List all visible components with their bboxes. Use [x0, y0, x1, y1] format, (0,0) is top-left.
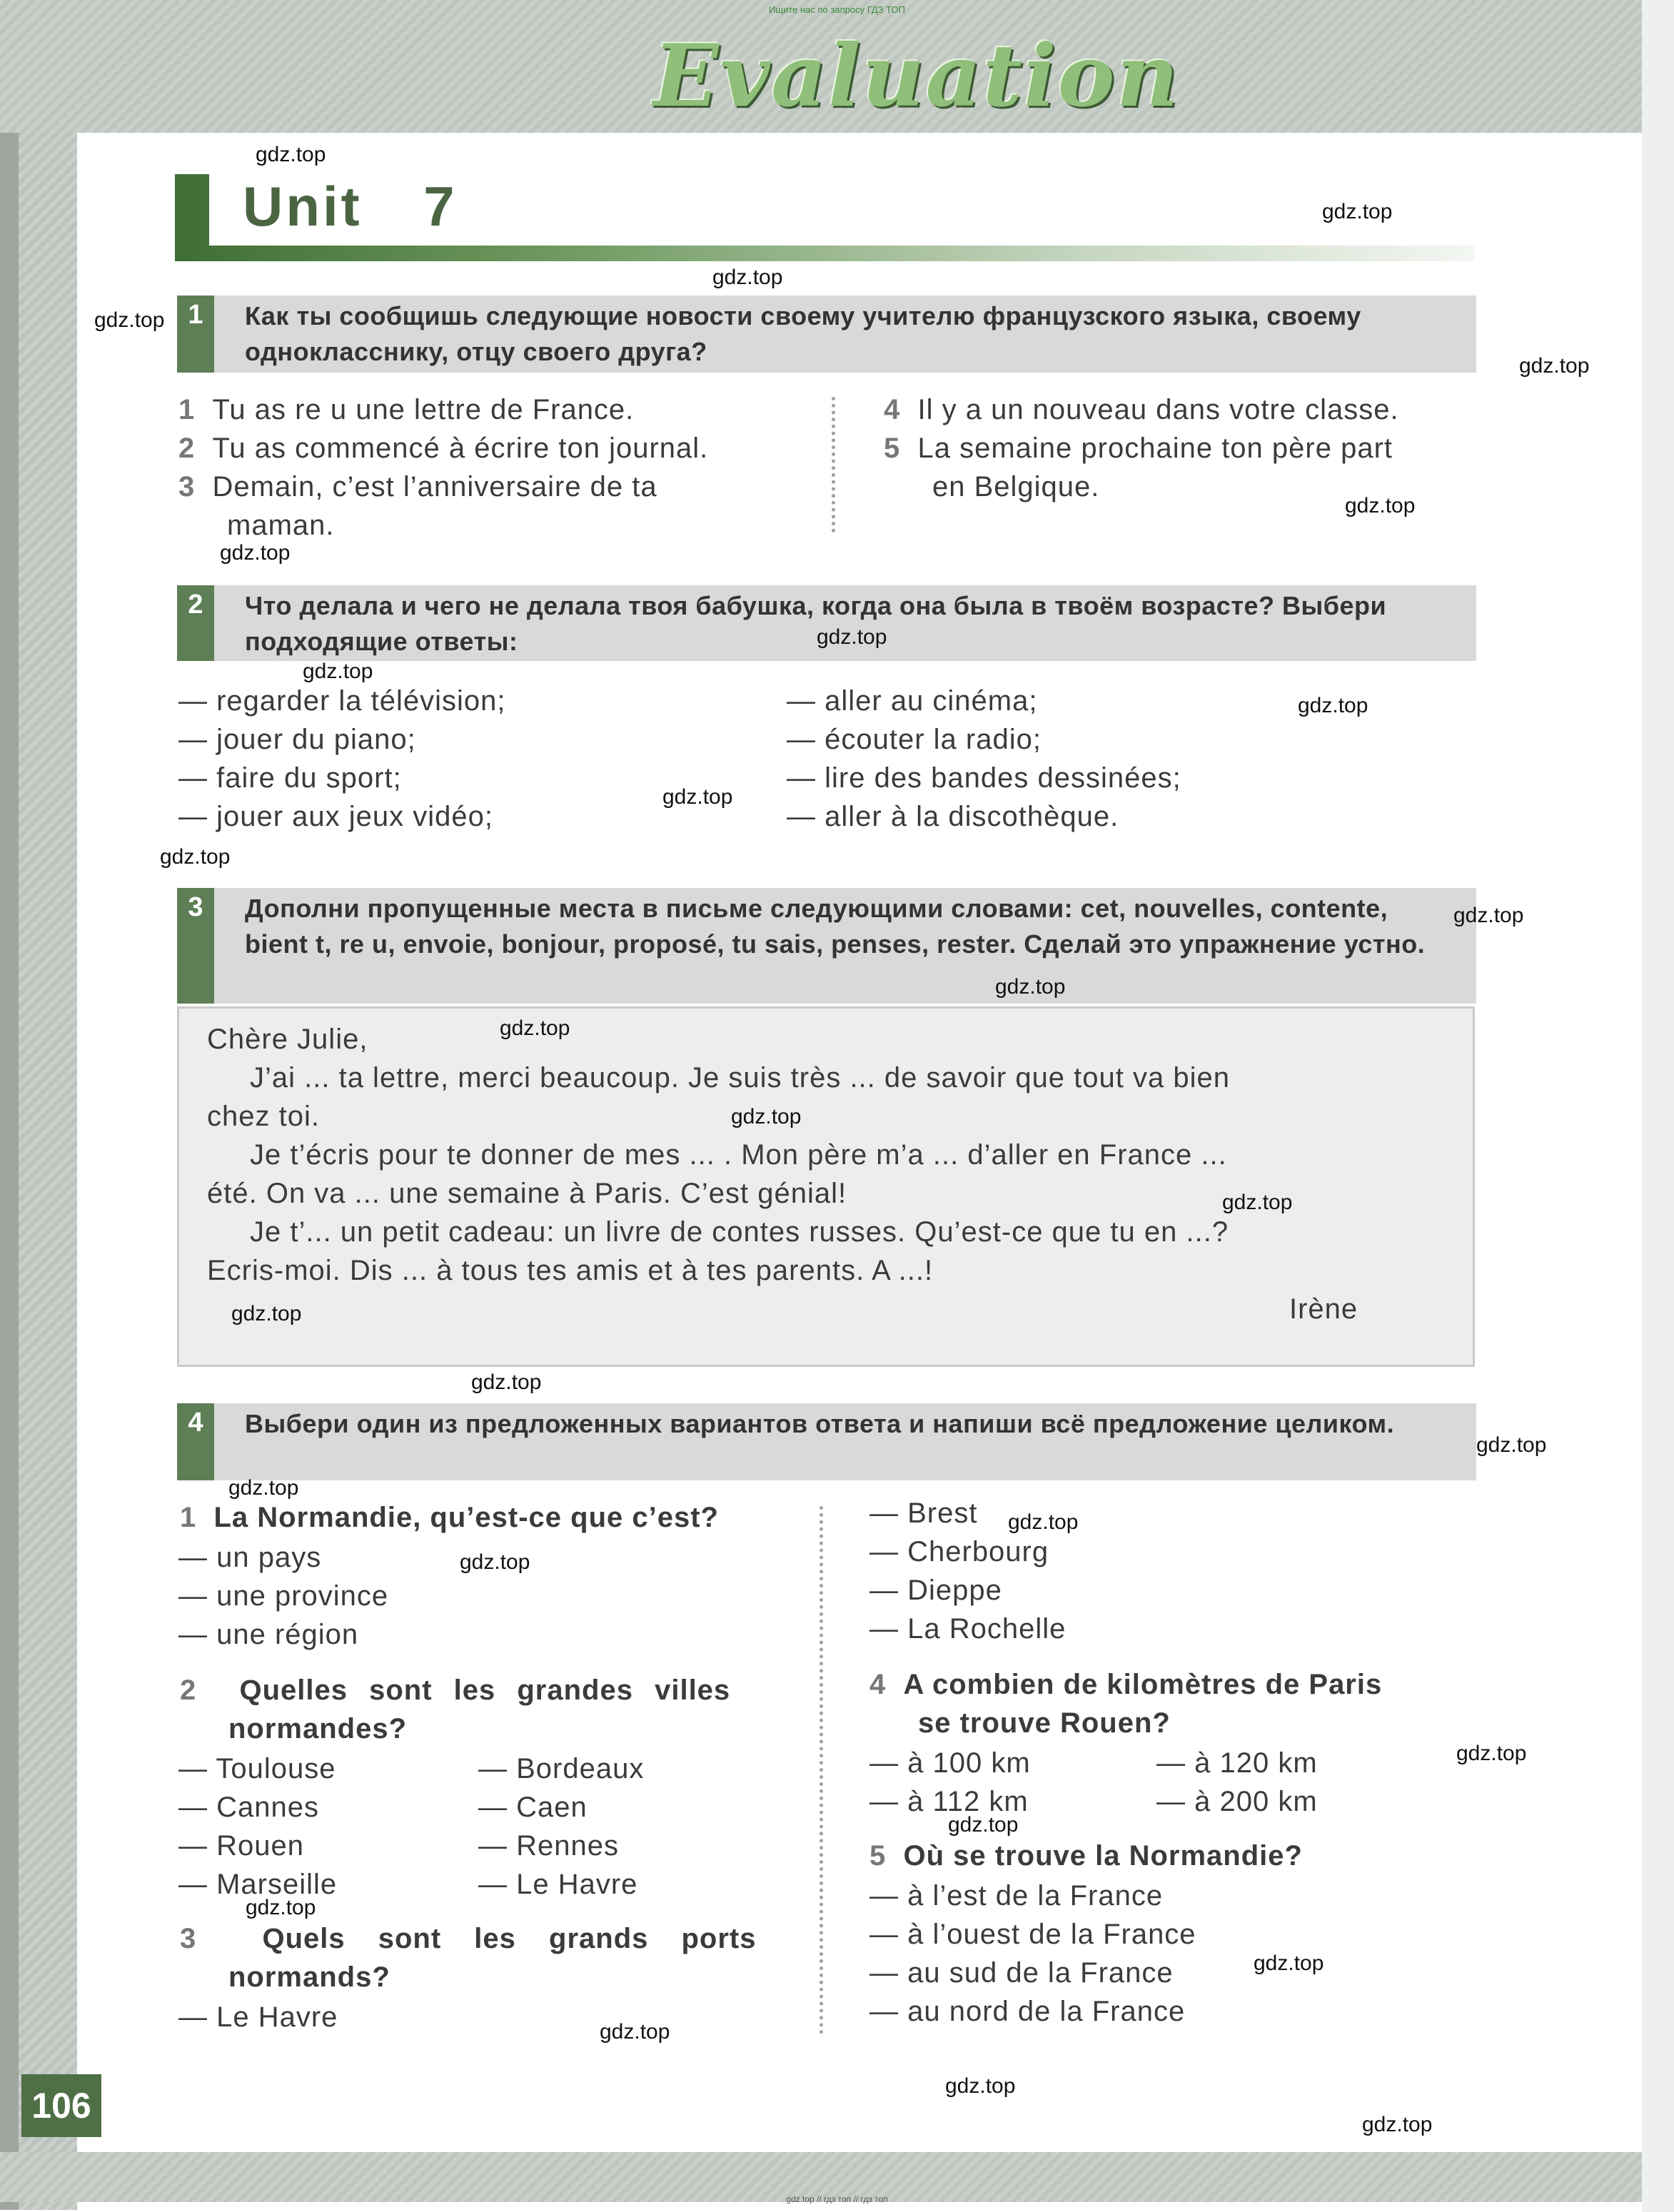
question-continuation: normands?	[228, 1961, 390, 1993]
letter-line: Je t’... un petit cadeau: un livre de contes russes. Qu’est-ce que tu en ...?	[250, 1216, 1229, 1248]
answer-option: — Cannes	[178, 1792, 319, 1823]
watermark: gdz.top	[1519, 354, 1590, 378]
watermark: gdz.top	[945, 2074, 1016, 2098]
watermark: gdz.top	[1222, 1191, 1293, 1214]
top-note: Ищите нас по запросу ГДЗ ТОП	[769, 4, 905, 15]
answer-option: — à 120 km	[1156, 1747, 1318, 1779]
list-item: — jouer aux jeux vidéo;	[178, 801, 494, 832]
list-item: 2 Tu as commencé à écrire ton journal.	[178, 433, 709, 464]
watermark: gdz.top	[500, 1016, 570, 1040]
watermark: gdz.top	[1254, 1951, 1324, 1975]
task-instruction: Выбери один из предложенных вариантов ответа и напиши всё предложение целиком.	[245, 1409, 1395, 1438]
letter-line: chez toi.	[207, 1101, 320, 1132]
letter-signature: Irène	[1289, 1293, 1358, 1325]
answer-option: — au sud de la France	[869, 1957, 1174, 1989]
task-2-header	[177, 585, 1476, 661]
letter-line: Je t’écris pour te donner de mes ... . Mon père m’a ... d’aller en France ...	[250, 1139, 1227, 1171]
watermark: gdz.top	[1476, 1433, 1547, 1457]
answer-option: — à 112 km	[869, 1786, 1029, 1817]
list-item: — jouer du piano;	[178, 724, 416, 755]
task-number: 2	[177, 585, 214, 661]
list-item: 1 Tu as re u une lettre de France.	[178, 394, 635, 425]
watermark: gdz.top	[731, 1105, 802, 1128]
answer-option: — Caen	[478, 1792, 588, 1823]
watermark: gdz.top	[94, 308, 165, 332]
watermark: gdz.top	[303, 660, 373, 683]
right-margin	[1642, 0, 1674, 2212]
task-instruction: Что делала и чего не делала твоя бабушка, когда она была в твоём возрасте? Выбери подходящие ответы:	[245, 591, 1387, 656]
watermark: gdz.top	[228, 1476, 299, 1500]
task-number: 4	[177, 1403, 214, 1480]
list-item: — écouter la radio;	[787, 724, 1042, 755]
page-title: Evaluation	[653, 26, 1180, 126]
task-4-header	[177, 1403, 1476, 1480]
list-item: — aller au cinéma;	[787, 685, 1038, 717]
task-1-header	[177, 296, 1476, 373]
list-item: — regarder la télévision;	[178, 685, 506, 717]
list-item: — aller à la discothèque.	[787, 801, 1119, 832]
watermark: gdz.top	[1008, 1510, 1079, 1534]
question: 1 La Normandie, qu’est-ce que c’est?	[180, 1502, 719, 1533]
answer-option: — à 200 km	[1156, 1786, 1318, 1817]
answer-option: — Cherbourg	[869, 1536, 1049, 1567]
answer-option: — Marseille	[178, 1869, 338, 1900]
column-divider	[832, 397, 835, 532]
column-divider	[820, 1506, 823, 2034]
watermark: gdz.top	[246, 1896, 316, 1919]
left-margin-band	[0, 133, 77, 2210]
answer-option: — un pays	[178, 1542, 322, 1573]
unit-heading: Unit 7	[243, 175, 458, 238]
task-number: 3	[177, 888, 214, 1004]
watermark: gdz.top	[220, 541, 291, 565]
watermark: gdz.top	[948, 1813, 1019, 1837]
watermark: gdz.top	[256, 143, 326, 166]
watermark: gdz.top	[995, 975, 1066, 999]
watermark: gdz.top	[1362, 2113, 1433, 2136]
letter-line: été. On va ... une semaine à Paris. C’est génial!	[207, 1178, 847, 1209]
answer-option: — La Rochelle	[869, 1613, 1067, 1645]
list-item-continuation: maman.	[227, 510, 335, 541]
task-number: 1	[177, 296, 214, 373]
watermark: gdz.top	[1456, 1742, 1527, 1765]
answer-option: — Rouen	[178, 1830, 304, 1862]
answer-option: — Bordeaux	[478, 1753, 645, 1784]
question: 4 A combien de kilomètres de Paris	[869, 1669, 1383, 1700]
answer-option: — Dieppe	[869, 1575, 1002, 1606]
answer-option: — Le Havre	[178, 2001, 338, 2033]
list-item: 3 Demain, c’est l’anniversaire de ta	[178, 471, 657, 503]
answer-option: — une province	[178, 1580, 389, 1612]
watermark: gdz.top	[1345, 494, 1416, 517]
watermark: gdz.top	[662, 785, 733, 809]
list-item: — lire des bandes dessinées;	[787, 762, 1181, 794]
task-3-header	[177, 888, 1476, 1004]
answer-option: — une région	[178, 1619, 359, 1650]
answer-option: — au nord de la France	[869, 1996, 1186, 2027]
question: 5 Où se trouve la Normandie?	[869, 1840, 1303, 1872]
answer-option: — Le Havre	[478, 1869, 638, 1900]
watermark: gdz.top	[1298, 694, 1368, 717]
answer-option: — Rennes	[478, 1830, 619, 1862]
watermark: gdz.top	[231, 1302, 302, 1325]
question: 3 Quels sont les grands ports	[180, 1923, 757, 1954]
answer-option: — à 100 km	[869, 1747, 1031, 1779]
task-instruction: Как ты сообщишь следующие новости своему учителю французского языка, своему однокласснику, отцу своего друга?	[245, 301, 1361, 366]
question: 2 Quelles sont les grandes villes	[180, 1675, 731, 1706]
list-item: 5 La semaine prochaine ton père part	[884, 433, 1393, 464]
answer-option: — Toulouse	[178, 1753, 336, 1784]
list-item: — faire du sport;	[178, 762, 402, 794]
watermark: gdz.top	[600, 2020, 670, 2044]
letter-line: Chère Julie,	[207, 1024, 368, 1055]
letter-line: Ecris-moi. Dis ... à tous tes amis et à tes parents. A ...!	[207, 1255, 934, 1286]
answer-option: — à l’ouest de la France	[869, 1919, 1196, 1950]
task-instruction: Дополни пропущенные места в письме следующими словами: cet, nouvelles, contente, bient t, re u, envoie, bonjour, proposé, tu sais, penses, rester. Сделай это упражнение устно.	[245, 894, 1426, 959]
letter-line: J’ai ... ta lettre, merci beaucoup. Je suis très ... de savoir que tout va bien	[250, 1062, 1230, 1094]
unit-heading-bar	[175, 174, 1474, 261]
watermark: gdz.top	[471, 1370, 542, 1394]
watermark: gdz.top	[460, 1550, 530, 1574]
watermark: gdz.top	[1322, 200, 1393, 223]
question-continuation: se trouve Rouen?	[918, 1707, 1171, 1739]
question-continuation: normandes?	[228, 1713, 408, 1744]
answer-option: — à l’est de la France	[869, 1880, 1164, 1911]
list-item: 4 Il y a un nouveau dans votre classe.	[884, 394, 1399, 425]
page-number: 106	[21, 2074, 101, 2137]
watermark: gdz.top	[817, 625, 887, 649]
list-item-continuation: en Belgique.	[932, 471, 1100, 503]
bottom-note: gdz.top // гдз топ // гдз топ	[786, 2194, 888, 2204]
answer-option: — Brest	[869, 1498, 978, 1529]
watermark: gdz.top	[160, 845, 231, 869]
left-margin-stripe	[0, 133, 19, 2210]
watermark: gdz.top	[1453, 904, 1524, 927]
watermark: gdz.top	[712, 266, 783, 289]
